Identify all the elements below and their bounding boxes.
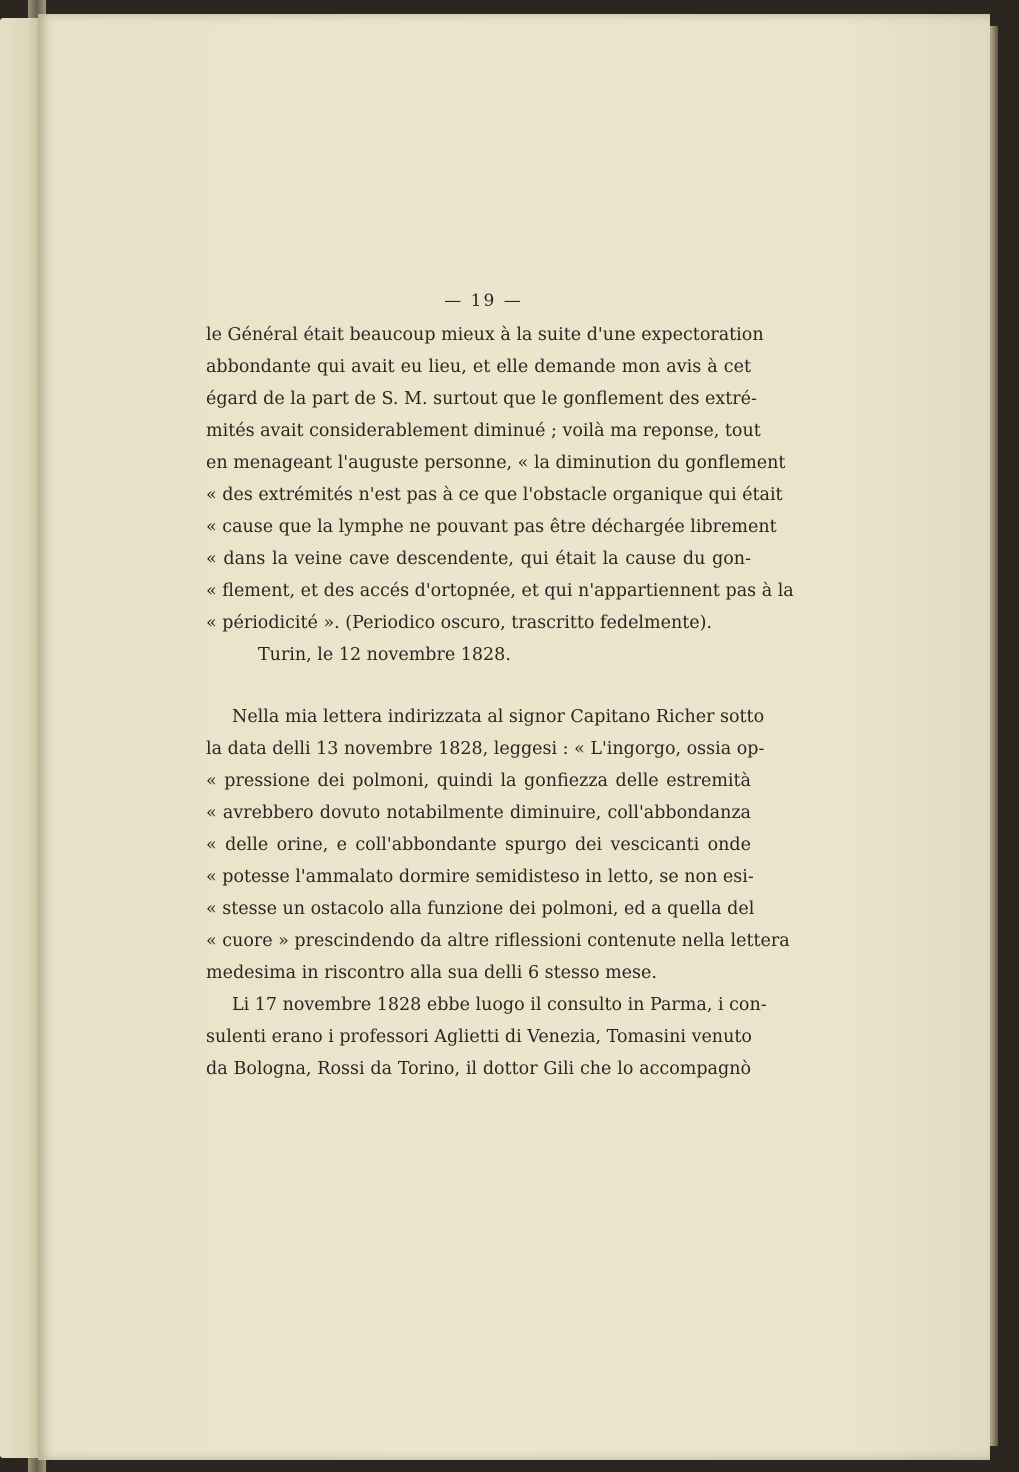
text-line: « potesse l'ammalato dormire semidisteso in letto, se non esi-: [206, 867, 754, 887]
paragraph-gap: [206, 671, 751, 701]
text-line: abbondante qui avait eu lieu, et elle demande mon avis à cet: [206, 357, 751, 377]
text-line: « cause que la lymphe ne pouvant pas être déchargée librement: [206, 517, 777, 537]
text-line: « pressione dei polmoni, quindi la gonfiezza delle estremità: [206, 771, 751, 791]
text-line: égard de la part de S. M. surtout que le gonflement des extré-: [206, 389, 757, 409]
text-line: Li 17 novembre 1828 ebbe luogo il consulto in Parma, i con-: [232, 995, 767, 1015]
page-number: — 19 —: [444, 291, 523, 311]
text-line: sulenti erano i professori Aglietti di Venezia, Tomasini venuto: [206, 1027, 752, 1047]
text-block: [206, 283, 794, 1085]
text-line: la data delli 13 novembre 1828, leggesi : « L'ingorgo, ossia op-: [206, 739, 765, 759]
text-line: da Bologna, Rossi da Torino, il dottor Gili che lo accompagnò: [206, 1059, 751, 1079]
date-line: Turin, le 12 novembre 1828.: [258, 645, 511, 665]
text-line: medesima in riscontro alla sua delli 6 stesso mese.: [206, 963, 657, 983]
text-line: Nella mia lettera indirizzata al signor Capitano Richer sotto: [232, 707, 765, 727]
text-line: en menageant l'auguste personne, « la diminution du gonflement: [206, 453, 786, 473]
text-line: « avrebbero dovuto notabilmente diminuire, coll'abbondanza: [206, 803, 751, 823]
text-line: « dans la veine cave descendente, qui était la cause du gon-: [206, 549, 751, 569]
text-line: « des extrémités n'est pas à ce que l'obstacle organique qui était: [206, 485, 783, 505]
paragraph-italian-letter: [206, 701, 790, 989]
text-line: « périodicité ». (Periodico oscuro, trascritto fedelmente).: [206, 613, 713, 633]
text-line: « flement, et des accés d'ortopnée, et qui n'appartiennent pas à la: [206, 581, 794, 601]
paragraph-french-letter: [206, 319, 794, 639]
text-line: « delle orine, e coll'abbondante spurgo dei vescicanti onde: [206, 835, 751, 855]
text-line: mités avait considerablement diminué ; voilà ma reponse, tout: [206, 421, 761, 441]
text-line: « cuore » prescindendo da altre riflessioni contenute nella lettera: [206, 931, 790, 951]
paragraph-consultation: [206, 989, 767, 1085]
text-line: « stesse un ostacolo alla funzione dei polmoni, ed a quella del: [206, 899, 755, 919]
text-line: le Général était beaucoup mieux à la suite d'une expectoration: [206, 325, 764, 345]
facing-page-edge: [0, 18, 40, 1458]
